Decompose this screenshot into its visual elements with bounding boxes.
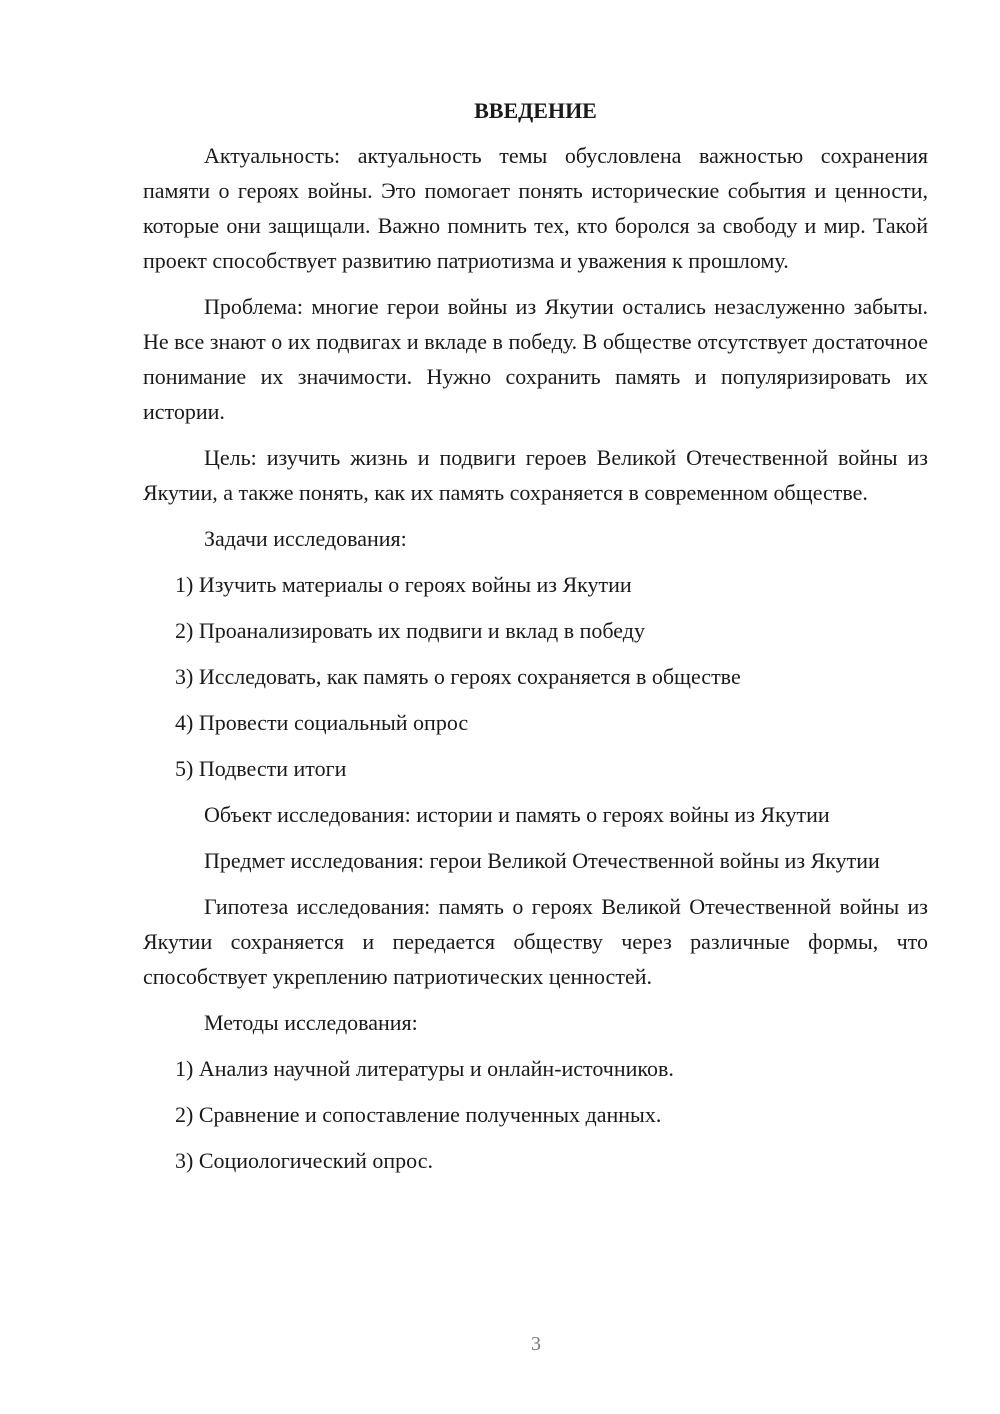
methods-heading: Методы исследования: bbox=[204, 1010, 418, 1035]
task-item: 3) Исследовать, как память о героях сохраняется в обществе bbox=[175, 664, 741, 689]
object-paragraph: Объект исследования: истории и память о героях войны из Якутии bbox=[204, 802, 830, 827]
method-item: 2) Сравнение и сопоставление полученных данных. bbox=[175, 1102, 662, 1127]
section-title: ВВЕДЕНИЕ bbox=[474, 98, 597, 123]
problem-paragraph: Проблема: многие герои войны из Якутии остались незаслуженно забыты. Не все знают о их подвигах и вкладе в победу. В обществе отсутствует достаточное понимание их значимости. Нужно сохранить память и популяризировать их истории. bbox=[143, 294, 928, 424]
subject-paragraph: Предмет исследования: герои Великой Отечественной войны из Якутии bbox=[204, 848, 880, 873]
tasks-heading: Задачи исследования: bbox=[204, 526, 407, 551]
method-item: 3) Социологический опрос. bbox=[175, 1148, 433, 1173]
hypothesis-paragraph: Гипотеза исследования: память о героях Великой Отечественной войны из Якутии сохраняется и передается обществу через различные формы, что способствует укреплению патриотических ценностей. bbox=[143, 894, 928, 989]
task-item: 1) Изучить материалы о героях войны из Якутии bbox=[175, 572, 632, 597]
page-content bbox=[143, 96, 928, 1189]
relevance-paragraph: Актуальность: актуальность темы обусловлена важностью сохранения памяти о героях войны. Это помогает понять исторические события и ценности, которые они защищали. Важно помнить тех, кто боролся за свободу и мир. Такой проект способствует развитию патриотизма и уважения к прошлому. bbox=[143, 143, 928, 273]
method-item: 1) Анализ научной литературы и онлайн-источников. bbox=[175, 1056, 674, 1081]
goal-paragraph: Цель: изучить жизнь и подвиги героев Великой Отечественной войны из Якутии, а также понять, как их память сохраняется в современном обществе. bbox=[143, 445, 928, 505]
page-number: 3 bbox=[531, 1333, 541, 1355]
task-item: 4) Провести социальный опрос bbox=[175, 710, 469, 735]
task-item: 5) Подвести итоги bbox=[175, 756, 347, 781]
task-item: 2) Проанализировать их подвиги и вклад в победу bbox=[175, 618, 645, 643]
